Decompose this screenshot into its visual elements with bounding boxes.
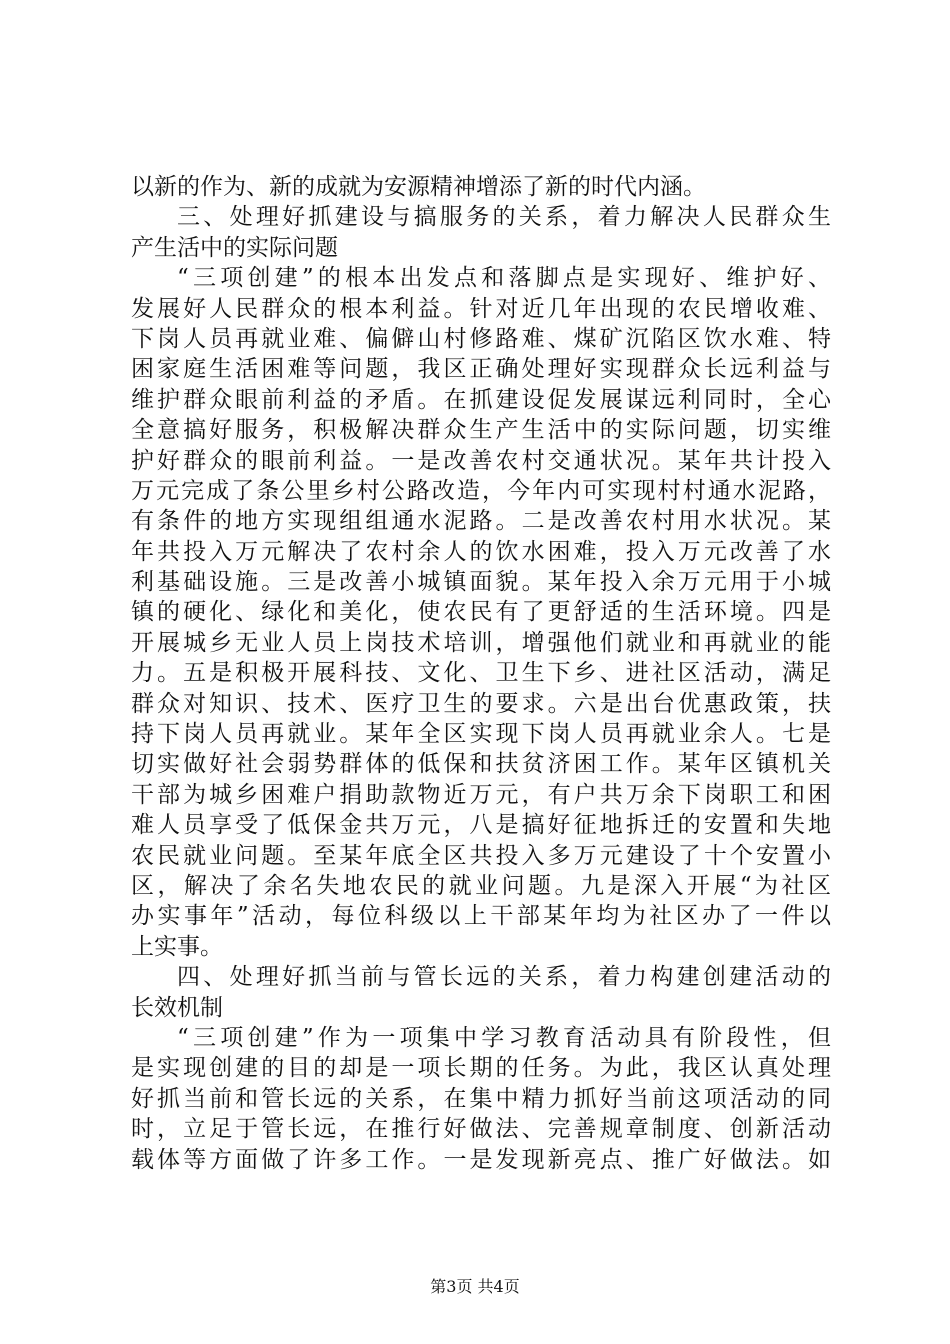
document-body: [131, 172, 831, 1175]
text-line: 切实做好社会弱势群体的低保和扶贫济困工作。某年区镇机关: [131, 751, 831, 778]
text-line: 万元完成了条公里乡村公路改造，今年内可实现村村通水泥路，: [131, 477, 831, 504]
text-line: 全意搞好服务，积极解决群众生产生活中的实际问题，切实维: [131, 417, 831, 444]
text-line: 好抓当前和管长远的关系，在集中精力抓好当前这项活动的同: [131, 1085, 831, 1112]
text-line: 农民就业问题。至某年底全区共投入多万元建设了十个安置小: [131, 842, 831, 869]
text-line: 办实事年”活动，每位科级以上干部某年均为社区办了一件以: [131, 903, 831, 930]
text-line: 持下岗人员再就业。某年全区实现下岗人员再就业余人。七是: [131, 721, 831, 748]
text-line: 干部为城乡困难户捐助款物近万元，有户共万余下岗职工和困: [131, 781, 831, 808]
text-line: 四、处理好抓当前与管长远的关系，着力构建创建活动的: [177, 964, 831, 991]
text-line: 长效机制: [131, 994, 223, 1021]
text-line: “三项创建”的根本出发点和落脚点是实现好、维护好、: [177, 265, 831, 292]
text-line: 以新的作为、新的成就为安源精神增添了新的时代内涵。: [131, 174, 706, 200]
text-line: “三项创建”作为一项集中学习教育活动具有阶段性，但: [177, 1024, 831, 1051]
text-line: 利基础设施。三是改善小城镇面貌。某年投入余万元用于小城: [131, 569, 831, 596]
text-line: 产生活中的实际问题: [131, 234, 338, 261]
text-line: 有条件的地方实现组组通水泥路。二是改善农村用水状况。某: [131, 508, 831, 535]
text-line: 是实现创建的目的却是一项长期的任务。为此，我区认真处理: [131, 1055, 831, 1082]
text-line: 下岗人员再就业难、偏僻山村修路难、煤矿沉陷区饮水难、特: [131, 325, 831, 352]
text-line: 困家庭生活困难等问题，我区正确处理好实现群众长远利益与: [131, 356, 831, 383]
text-line: 镇的硬化、绿化和美化，使农民有了更舒适的生活环境。四是: [131, 599, 831, 626]
text-line: 维护群众眼前利益的矛盾。在抓建设促发展谋远利同时，全心: [131, 386, 831, 413]
text-line: 护好群众的眼前利益。一是改善农村交通状况。某年共计投入: [131, 447, 831, 474]
text-line: 区，解决了余名失地农民的就业问题。九是深入开展“为社区: [131, 872, 831, 899]
text-line: 时，立足于管长远，在推行好做法、完善规章制度、创新活动: [131, 1116, 831, 1143]
text-line: 年共投入万元解决了农村余人的饮水困难，投入万元改善了水: [131, 538, 831, 565]
text-line: 开展城乡无业人员上岗技术培训，增强他们就业和再就业的能: [131, 629, 831, 656]
text-line: 三、处理好抓建设与搞服务的关系，着力解决人民群众生: [177, 204, 831, 231]
text-line: 力。五是积极开展科技、文化、卫生下乡、进社区活动，满足: [131, 660, 831, 687]
text-line: 载体等方面做了许多工作。一是发现新亮点、推广好做法。如: [131, 1146, 831, 1173]
text-line: 发展好人民群众的根本利益。针对近几年出现的农民增收难、: [131, 295, 831, 322]
page-footer: 第3页 共4页: [430, 1277, 520, 1296]
text-line: 上实事。: [131, 933, 223, 960]
text-line: 群众对知识、技术、医疗卫生的要求。六是出台优惠政策，扶: [131, 690, 831, 717]
text-line: 难人员享受了低保金共万元，八是搞好征地拆迁的安置和失地: [131, 812, 831, 839]
